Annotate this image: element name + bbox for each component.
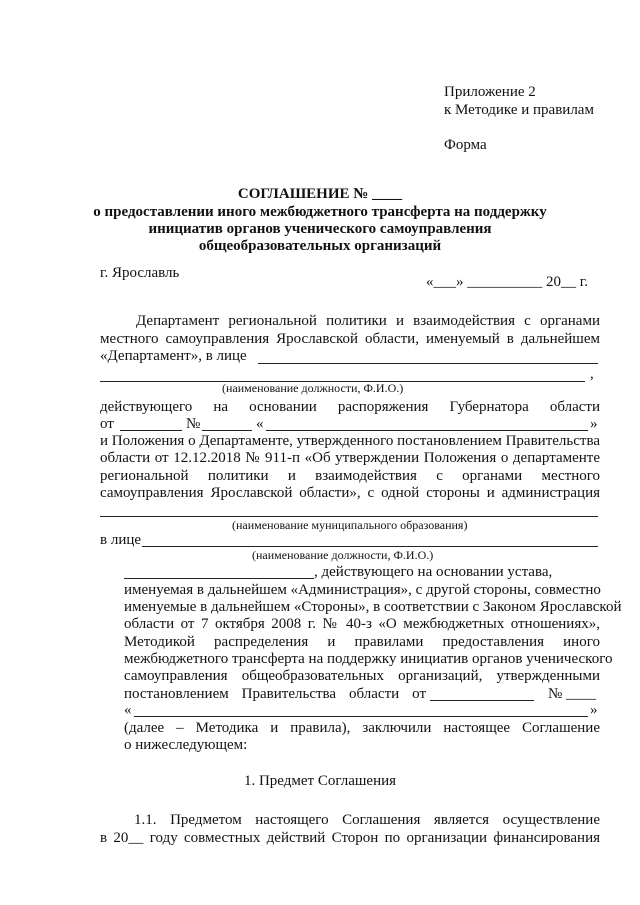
document-subtitle-line3: общеобразовательных организаций <box>198 238 442 254</box>
preamble-line: действующего на основании распоряжения Губернатора области <box>100 399 600 415</box>
preamble-line: именуемые в дальнейшем «Стороны», в соответствии с Законом Ярославской <box>124 599 622 615</box>
number-sign: № <box>186 416 201 432</box>
resolution-title-field <box>134 716 588 717</box>
preamble-line: межбюджетного трансферта на поддержку инициатив органов ученического <box>124 651 613 667</box>
appendix-target: к Методике и правилам <box>444 102 594 118</box>
form-label: Форма <box>444 137 487 153</box>
preamble-line: Департамент региональной политики и взаимодействия с органами <box>136 313 600 329</box>
municipal-field <box>100 516 598 517</box>
admin-representative-field-cont <box>124 578 314 579</box>
document-title: СОГЛАШЕНИЕ № ____ <box>237 186 403 202</box>
preamble-line: именуемая в дальнейшем «Администрация», с другой стороны, совместно <box>124 582 601 598</box>
quote-close: » <box>590 416 598 432</box>
resolution-date-field <box>430 700 534 701</box>
preamble-line: «Департамент», в лице <box>100 348 247 364</box>
section-line: 1.1. Предметом настоящего Соглашения является осуществление <box>134 812 600 828</box>
admin-representative-field <box>142 546 598 547</box>
document-subtitle-line1: о предоставлении иного межбюджетного трансферта на поддержку <box>93 204 547 220</box>
quote-open: « <box>256 416 264 432</box>
section-heading: 1. Предмет Соглашения <box>243 773 397 789</box>
quote-close: » <box>590 702 598 718</box>
preamble-line: области от 12.12.2018 № 911-п «Об утверждении Положения о департаменте <box>100 450 600 466</box>
preamble-line: (далее – Методика и правила), заключили настоящее Соглашение <box>124 720 600 736</box>
section-line: в 20__ году совместных действий Сторон по организации финансирования <box>100 830 600 846</box>
preamble-line: самоуправления общеобразовательных организаций, утвержденными <box>124 668 600 684</box>
field-caption: (наименование должности, Ф.И.О.) <box>252 548 434 562</box>
document-subtitle-line2: инициатив органов ученического самоуправления <box>148 221 492 237</box>
city: г. Ярославль <box>100 265 180 281</box>
preamble-line: постановлением Правительства области от <box>124 686 426 702</box>
agreement-date: «___» __________ 20__ г. <box>426 274 588 290</box>
preamble-text: в лице <box>100 532 142 548</box>
preamble-text: , действующего на основании устава, <box>314 564 553 580</box>
field-caption: (наименование должности, Ф.И.О.) <box>222 381 404 395</box>
preamble-line: Методикой распределения и правилами предоставления иного <box>124 634 600 650</box>
quote-open: « <box>124 702 132 718</box>
preamble-line: о нижеследующем: <box>124 737 248 753</box>
preamble-line: местного самоуправления Ярославской области, именуемый в дальнейшем <box>100 331 600 347</box>
preamble-line: региональной политики и взаимодействия с органами местного <box>100 468 600 484</box>
appendix-label: Приложение 2 <box>444 84 536 100</box>
preamble-line: области от 7 октября 2008 г. № 40-з «О межбюджетных отношениях», <box>124 616 600 632</box>
preamble-line: и Положения о Департаменте, утвержденного постановлением Правительства <box>100 433 600 449</box>
preamble-line: самоуправления Ярославской области», с одной стороны и администрация <box>100 485 600 501</box>
comma: , <box>590 366 594 382</box>
field-caption: (наименование муниципального образования) <box>232 518 468 532</box>
representative-field <box>258 363 598 364</box>
preamble-text: от <box>100 416 114 432</box>
resolution-number-field: № ____ <box>548 686 597 702</box>
